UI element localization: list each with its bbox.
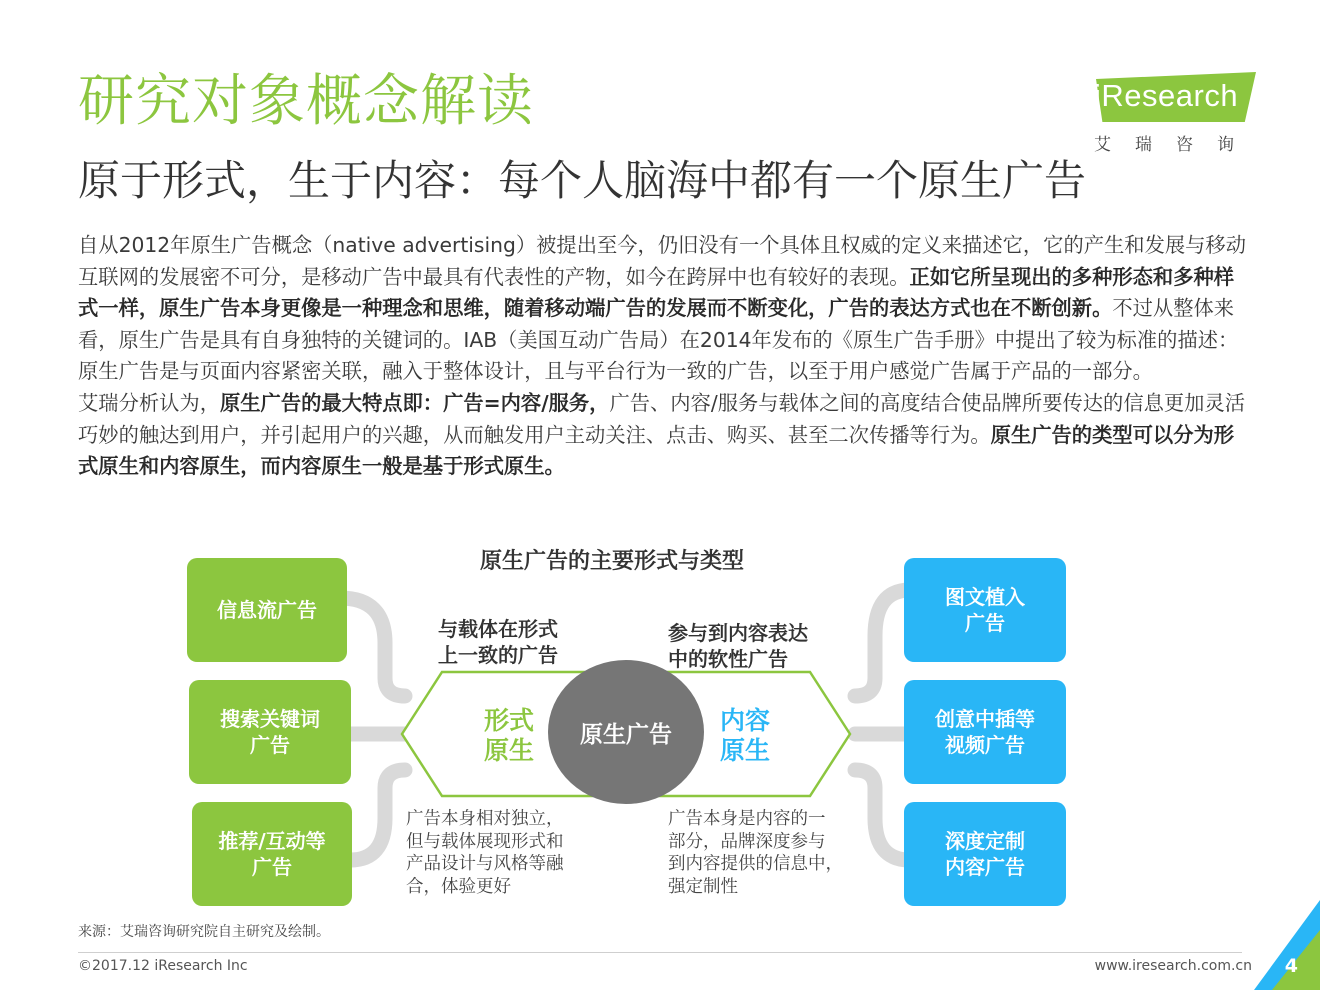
iresearch-logo bbox=[1088, 70, 1258, 160]
body-text bbox=[78, 230, 1248, 483]
p2-detail: 广告、内容/服务与载体之间的高度结合使品牌所要传达的信息更加灵活巧妙的触达到用户，并引起用户的兴趣，从而触发用户主动关注、点击、购买、甚至二次传播等行为。 bbox=[78, 390, 1246, 447]
content-native-description: 广告本身是内容的一 部分，品牌深度参与 到内容提供的信息中， 强定制性 bbox=[668, 809, 843, 897]
left-box-feed-ad: 信息流广告 bbox=[187, 558, 347, 662]
footer-divider bbox=[78, 952, 1242, 953]
logo-subtitle: 艾瑞咨询 bbox=[1094, 135, 1258, 155]
p1-iab: 不过从整体来看，原生广告是具有自身独特的关键词的。IAB（美国互动广告局）在2014年发布的《原生广告手册》中提出了较为标准的描述：原生广告是与页面内容紧密关联，融入于整体设计，且与平台行为一致的广告，以至于用户感觉广告属于产品的一部分。 bbox=[78, 296, 1239, 384]
right-box-custom-content-ad: 深度定制 内容广告 bbox=[904, 802, 1066, 906]
connector-left-top bbox=[340, 598, 405, 696]
p2-key-feature: 原生广告的最大特点即：广告=内容/服务， bbox=[219, 390, 610, 415]
copyright: ©2017.12 iResearch Inc bbox=[78, 958, 248, 974]
p1-intro: 自从2012年原生广告概念（native advertising）被提出至今，仍旧没有一个具体且权威的定义来描述它，它的产生和发展与移动互联网的发展密不可分，是移动广告中最具有代表性的产物，如今在跨屏中也有较好的表现。 bbox=[78, 233, 1246, 289]
form-native-label: 形式 原生 bbox=[484, 706, 535, 765]
native-ad-center-circle: 原生广告 bbox=[548, 660, 704, 804]
left-box-search-ad: 搜索关键词 广告 bbox=[189, 680, 351, 784]
left-box-recommend-ad: 推荐/互动等 广告 bbox=[192, 802, 352, 906]
right-box-image-text-ad: 图文植入 广告 bbox=[904, 558, 1066, 662]
diagram-title: 原生广告的主要形式与类型 bbox=[480, 549, 745, 574]
form-native-caption: 与载体在形式 上一致的广告 bbox=[438, 617, 558, 667]
page-number: 4 bbox=[1284, 955, 1298, 977]
right-box-video-ad: 创意中插等 视频广告 bbox=[904, 680, 1066, 784]
connector-right-bottom bbox=[855, 770, 910, 860]
logo-text: iResearch bbox=[1094, 78, 1239, 113]
website-url: www.iresearch.com.cn bbox=[1094, 958, 1252, 974]
connector-left-bottom bbox=[350, 770, 405, 860]
p2-lead: 艾瑞分析认为， bbox=[78, 390, 220, 415]
paragraph-2 bbox=[78, 388, 1248, 483]
form-native-description: 广告本身相对独立， 但与载体展现形式和 产品设计与风格等融 合，体验更好 bbox=[406, 809, 564, 897]
page-title: 研究对象概念解读 bbox=[78, 69, 534, 134]
content-native-label: 内容 原生 bbox=[720, 706, 771, 765]
paragraph-1 bbox=[78, 230, 1248, 388]
source-note: 来源：艾瑞咨询研究院自主研究及绘制。 bbox=[78, 924, 330, 940]
connector-right-top bbox=[855, 590, 910, 696]
p1-emphasis: 正如它所呈现出的多种形态和多种样式一样，原生广告本身更像是一种理念和思维，随着移动端广告的发展而不断变化，广告的表达方式也在不断创新。 bbox=[78, 264, 1235, 321]
content-native-caption: 参与到内容表达 中的软性广告 bbox=[668, 621, 808, 671]
page-subtitle: 原于形式，生于内容：每个人脑海中都有一个原生广告 bbox=[78, 156, 1087, 205]
native-ad-diagram bbox=[180, 538, 1080, 918]
p2-conclusion: 原生广告的类型可以分为形式原生和内容原生，而内容原生一般是基于形式原生。 bbox=[78, 422, 1235, 479]
